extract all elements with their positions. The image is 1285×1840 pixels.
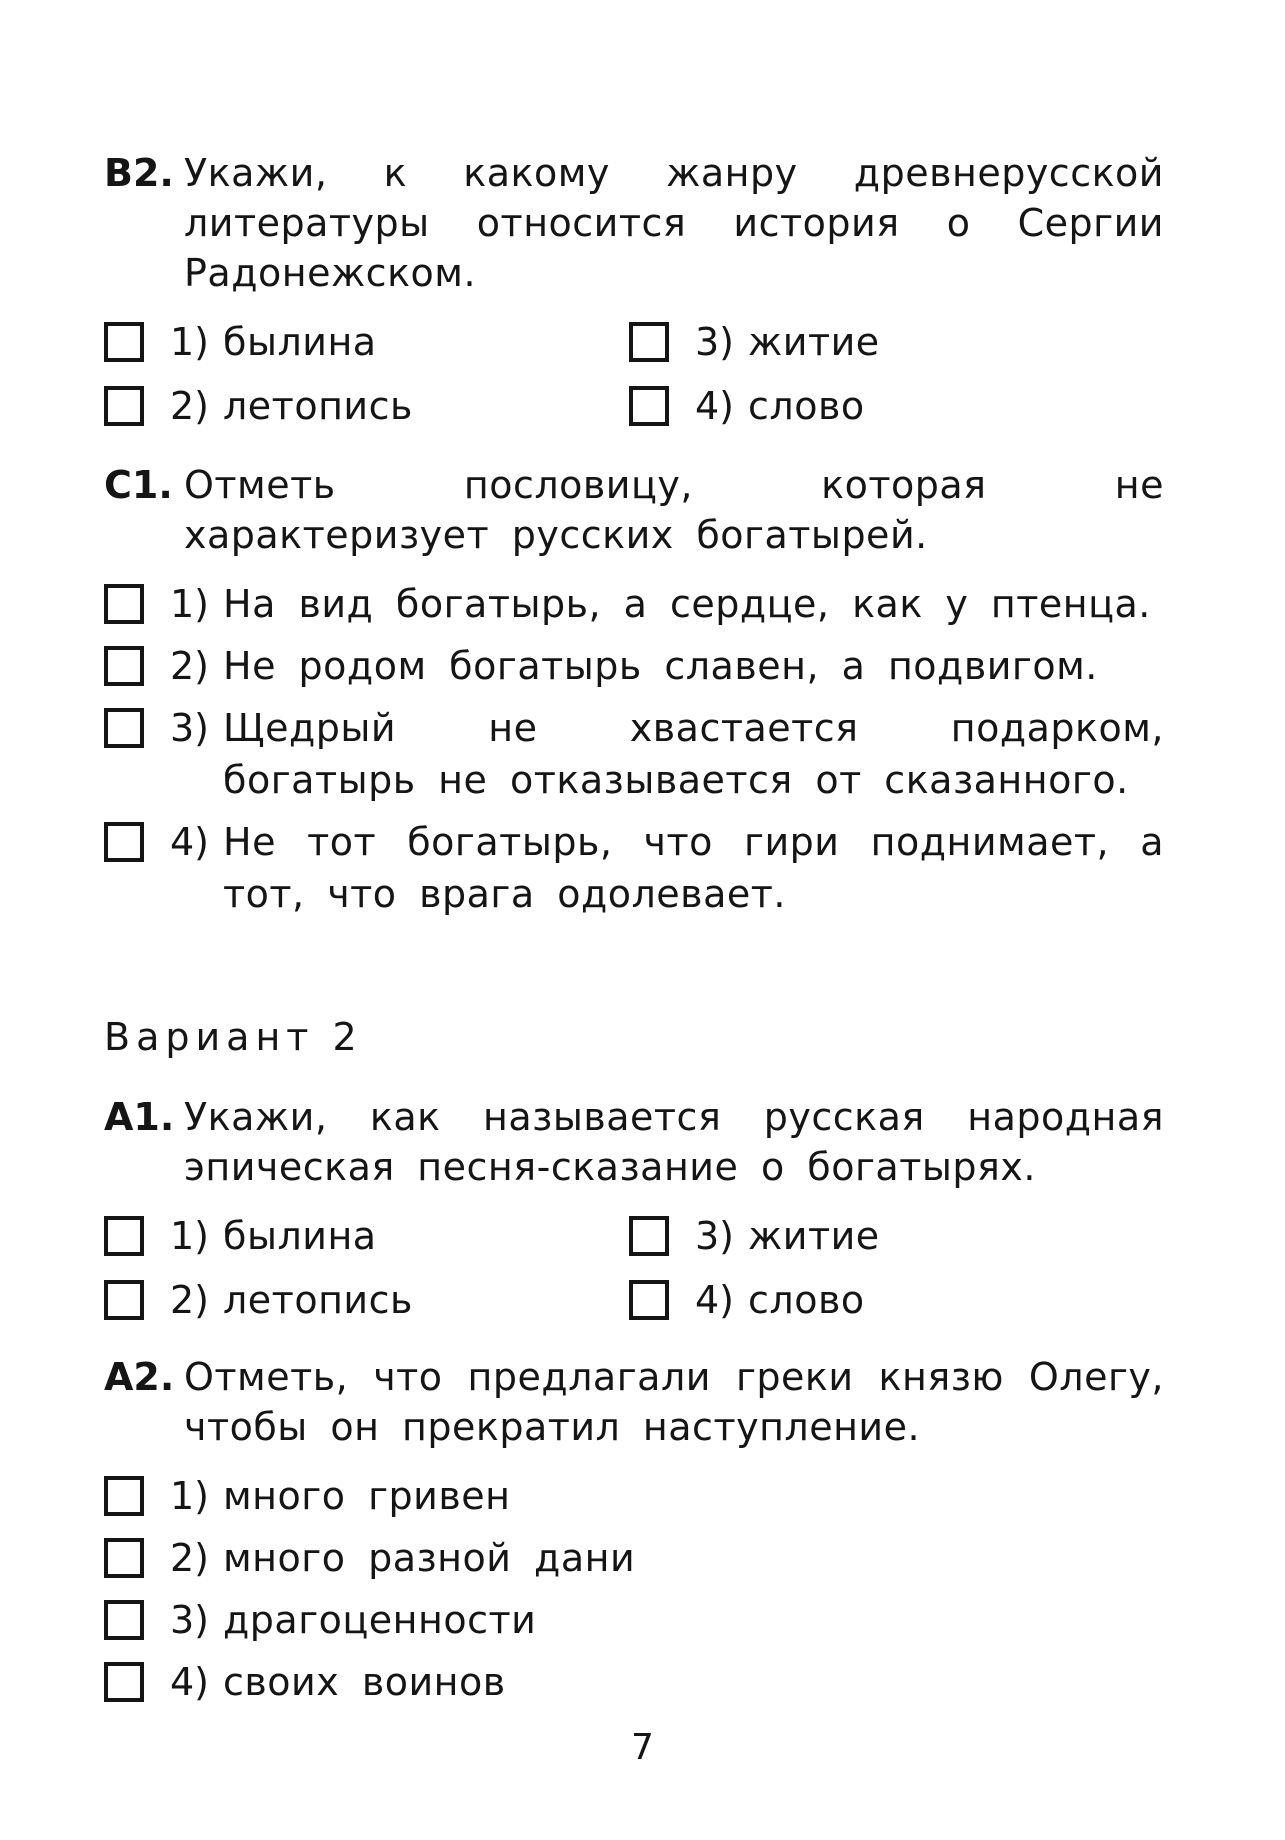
answer-checkbox[interactable] (104, 322, 144, 362)
question-text: Укажи, как называется русская народная эпическая песня-сказание о богатырях. (184, 1095, 1164, 1189)
question-text: Отметь, что предлагали греки князю Олегу, чтобы он прекратил наступление. (184, 1355, 1164, 1449)
answer-options (104, 578, 1164, 920)
option-text: летопись (223, 384, 413, 428)
answer-options (104, 316, 1164, 432)
page-number: 7 (631, 1727, 654, 1768)
option-number: 2) (170, 384, 210, 428)
option-number: 4) (170, 820, 210, 864)
option-number: 3) (170, 1598, 210, 1642)
answer-option[interactable] (104, 1470, 1164, 1522)
question-text: Укажи, к какому жанру древнерусской литературы относится история о Сергии Радонежском. (184, 151, 1164, 295)
option-number: 2) (170, 1536, 210, 1580)
answer-checkbox[interactable] (104, 1476, 144, 1516)
option-text: Не родом богатырь славен, а подвигом. (223, 644, 1098, 688)
answer-checkbox[interactable] (629, 1280, 669, 1320)
answer-option[interactable] (104, 578, 1164, 630)
answer-checkbox[interactable] (104, 584, 144, 624)
option-number: 2) (170, 1278, 210, 1322)
option-text: драгоценности (223, 1598, 537, 1642)
answer-option[interactable] (104, 1532, 1164, 1584)
answer-checkbox[interactable] (104, 708, 144, 748)
question-a1 (104, 1092, 1164, 1326)
answer-option[interactable] (629, 1210, 1129, 1262)
answer-checkbox[interactable] (104, 822, 144, 862)
question-number: А1. (104, 1095, 175, 1139)
answer-option[interactable] (104, 640, 1164, 692)
option-number: 1) (170, 582, 210, 626)
answer-checkbox[interactable] (629, 322, 669, 362)
answer-option[interactable] (629, 316, 1129, 368)
option-text: житие (748, 1214, 880, 1258)
option-text: Не тот богатырь, что гири поднимает, а тот, что врага одолевает. (223, 820, 1164, 916)
option-text: На вид богатырь, а сердце, как у птенца. (223, 582, 1151, 626)
answer-checkbox[interactable] (104, 646, 144, 686)
answer-checkbox[interactable] (104, 386, 144, 426)
answer-options (104, 1470, 1164, 1708)
option-text: много разной дани (223, 1536, 636, 1580)
answer-option[interactable] (104, 816, 1164, 920)
option-text: былина (223, 1214, 377, 1258)
option-number: 1) (170, 320, 210, 364)
question-a2 (104, 1352, 1164, 1718)
option-number: 4) (695, 384, 735, 428)
answer-option[interactable] (104, 1210, 629, 1262)
answer-option[interactable] (104, 702, 1164, 806)
option-number: 1) (170, 1214, 210, 1258)
option-text: слово (748, 1278, 865, 1322)
option-text: Щедрый не хвастается подарком, богатырь не отказывается от сказанного. (223, 706, 1164, 802)
answer-option[interactable] (629, 1274, 1129, 1326)
option-text: летопись (223, 1278, 413, 1322)
answer-option[interactable] (104, 1274, 629, 1326)
option-number: 3) (695, 1214, 735, 1258)
answer-option[interactable] (104, 1594, 1164, 1646)
question-number: В2. (104, 151, 174, 195)
variant-heading: Вариант 2 (104, 1015, 363, 1059)
answer-checkbox[interactable] (104, 1600, 144, 1640)
question-b2 (104, 148, 1164, 432)
option-text: много гривен (223, 1474, 511, 1518)
option-number: 4) (695, 1278, 735, 1322)
option-text: слово (748, 384, 865, 428)
answer-option[interactable] (629, 380, 1129, 432)
answer-checkbox[interactable] (104, 1538, 144, 1578)
answer-options (104, 1210, 1164, 1326)
question-c1 (104, 460, 1164, 930)
answer-checkbox[interactable] (629, 386, 669, 426)
answer-checkbox[interactable] (629, 1216, 669, 1256)
answer-checkbox[interactable] (104, 1662, 144, 1702)
answer-option[interactable] (104, 316, 629, 368)
question-text: Отметь пословицу, которая не характеризует русских богатырей. (184, 463, 1164, 557)
option-text: своих воинов (223, 1660, 506, 1704)
option-number: 3) (695, 320, 735, 364)
answer-checkbox[interactable] (104, 1216, 144, 1256)
answer-option[interactable] (104, 1656, 1164, 1708)
option-text: былина (223, 320, 377, 364)
answer-option[interactable] (104, 380, 629, 432)
option-number: 4) (170, 1660, 210, 1704)
question-number: С1. (104, 463, 173, 507)
question-number: А2. (104, 1355, 175, 1399)
option-number: 1) (170, 1474, 210, 1518)
option-text: житие (748, 320, 880, 364)
option-number: 2) (170, 644, 210, 688)
option-number: 3) (170, 706, 210, 750)
answer-checkbox[interactable] (104, 1280, 144, 1320)
